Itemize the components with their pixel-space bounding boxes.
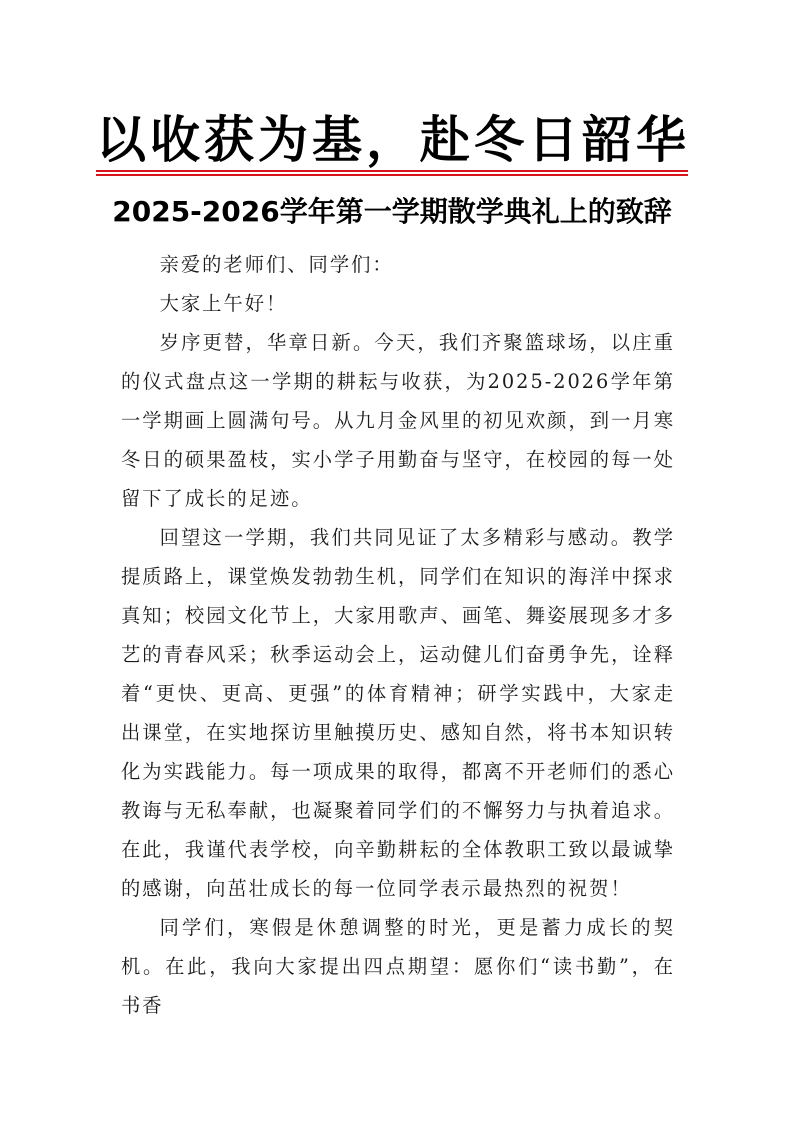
paragraph-opening: 岁序更替，华章日新。今天，我们齐聚篮球场，以庄重的仪式盘点这一学期的耕耘与收获，为2025-2026学年第一学期画上圆满句号。从九月金风里的初见欢颜，到一月寒冬日的硕果盈枝，实小学子用勤奋与坚守，在校园的每一处留下了成长的足迹。 [121, 331, 675, 510]
paragraph-review: 回望这一学期，我们共同见证了太多精彩与感动。教学提质路上，课堂焕发勃勃生机，同学们在知识的海洋中探求真知；校园文化节上，大家用歌声、画笔、舞姿展现多才多艺的青春风采；秋季运动会上，运动健儿们奋勇争先，诠释着“更快、更高、更强”的体育精神；研学实践中，大家走出课堂，在实地探访里触摸历史、感知自然，将书本知识转化为实践能力。每一项成果的取得，都离不开老师们的悉心教诲与无私奉献，也凝聚着同学们的不懈努力与执着追求。在此，我谨代表学校，向辛勤耕耘的全体教职工致以最诚挚的感谢，向茁壮成长的每一位同学表示最热烈的祝贺！ [121, 526, 675, 900]
document-subtitle: 2025-2026学年第一学期散学典礼上的致辞 [112, 195, 672, 228]
title-rule-lower [96, 174, 688, 176]
paragraph-expectations: 同学们，寒假是休憩调整的时光，更是蓄力成长的契机。在此，我向大家提出四点期望：愿你们“读书勤”，在书香 [121, 916, 675, 1017]
document-body [121, 245, 675, 1025]
document-title: 以收获为基，赴冬日韶华 [96, 111, 690, 169]
title-rule-upper [96, 170, 688, 172]
paragraph-salutation: 亲爱的老师们、同学们： [159, 253, 394, 276]
paragraph-greeting: 大家上午好！ [159, 292, 288, 315]
